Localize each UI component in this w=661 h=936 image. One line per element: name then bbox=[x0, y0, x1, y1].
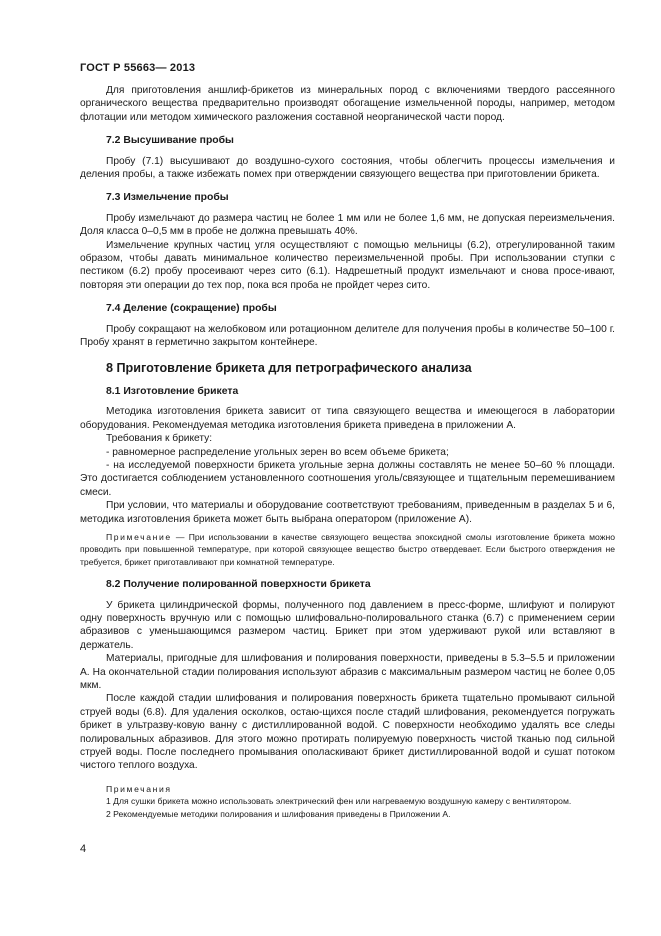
paragraph: Для приготовления аншлиф-брикетов из минеральных пород с включениями твердого рассеянного органического вещества предварительно производят обогащение измельченной породы, например, методом флотации или методом химического разложения составной неорганической части пород. bbox=[80, 85, 615, 123]
chapter-heading-8: 8 Приготовление брикета для петрографического анализа bbox=[106, 360, 472, 375]
section-heading-8-1: 8.1 Изготовление брикета bbox=[106, 385, 239, 397]
paragraph: Пробу сокращают на желобковом или ротационном делителе для получения пробы в количестве 50–100 г. Пробу хранят в герметично закрытом контейнере. bbox=[80, 323, 615, 349]
note-item: 1 Для сушки брикета можно использовать электрический фен или нагреваемую воздушную камеру с вентилятором. bbox=[106, 796, 572, 807]
document-header: ГОСТ Р 55663— 2013 bbox=[80, 62, 196, 74]
section-heading-7-2: 7.2 Высушивание пробы bbox=[106, 135, 234, 147]
paragraph: Требования к брикету: bbox=[106, 433, 213, 445]
paragraph: У брикета цилиндрической формы, полученного под давлением в пресс-форме, шлифуют и полируют одну поверхность вручную или с помощью шлифовально-полировального станка (6.7) с применением серии абразивов с уменьшающимся размером частиц. Брикет при этом удерживают рукой или вставляют в держатель. bbox=[80, 599, 615, 651]
notes-title: Примечания bbox=[106, 783, 172, 794]
list-item: - на исследуемой поверхности брикета угольные зерна должны составлять не менее 50–60 % площади. Это достигается соблюдением установленного соотношения уголь/связующее и тщательным перемешиванием смеси. bbox=[80, 459, 615, 498]
section-heading-7-3: 7.3 Измельчение пробы bbox=[106, 192, 229, 204]
paragraph: Материалы, пригодные для шлифования и полирования поверхности, приведены в 5.3–5.5 и приложении А. На окончательной стадии полирования используют абразив с максимальным размером частиц не более 0,05 мкм. bbox=[80, 653, 615, 692]
paragraph: Пробу (7.1) высушивают до воздушно-сухого состояния, чтобы облегчить процессы измельчения и деления пробы, а также избежать помех при отверждении связующего вещества при приготовлении брикета. bbox=[80, 155, 615, 181]
list-item: - равномерное распределение угольных зерен во всем объеме брикета; bbox=[106, 446, 449, 458]
section-heading-8-2: 8.2 Получение полированной поверхности брикета bbox=[106, 579, 371, 591]
note-item: 2 Рекомендуемые методики полирования и шлифования приведены в Приложении А. bbox=[106, 808, 451, 819]
page-body bbox=[80, 84, 615, 820]
paragraph: Пробу измельчают до размера частиц не более 1 мм или не более 1,6 мм, не допуская переизмельчения. Доля класса 0–0,5 мм в пробе не должна превышать 40%. bbox=[80, 212, 615, 238]
paragraph: При условии, что материалы и оборудование соответствуют требованиям, приведенным в разделах 5 и 6, методика изготовления брикета может быть выбрана оператором (приложение А). bbox=[80, 500, 615, 525]
page-number: 4 bbox=[80, 843, 87, 855]
paragraph: Методика изготовления брикета зависит от типа связующего вещества и имеющегося в лаборатории оборудования. Рекомендуемая методика изготовления брикета приведена в приложении А. bbox=[80, 406, 615, 431]
paragraph: После каждой стадии шлифования и полирования поверхность брикета тщательно промывают сильной струей воды (6.8). Для удаления осколков, остаю-щихся после стадий шлифования, рекомендуется погружать брикет в ультразву-ковую ванну с дистиллированной водой. С поверхности необходимо удалять все следы полировальных абразивов. Для этого можно протирать полируемую поверхность чистой тканью под сильной струей воды. После последнего промывания ополаскивают брикет дистиллированной водой и сушат потоком чистого теплого воздуха. bbox=[80, 693, 615, 772]
note-text: — При использовании в качестве связующего вещества эпоксидной смолы изготовление брикета можно проводить при повышенной температуре, при которой связующее вещество быстро отвердевает. Если быстрого отверждения не требуется, брикет приготавливают при комнатной температуре. bbox=[80, 531, 615, 567]
section-heading-7-4: 7.4 Деление (сокращение) пробы bbox=[106, 303, 277, 315]
paragraph: Измельчение крупных частиц угля осуществляют с помощью мельницы (6.2), отрегулированной таким образом, чтобы давать минимальное количество переизмельченной пробы. При использовании ступки с пестиком (6.2) пробу просеивают через сито (6.1). Надрешетный продукт измельчают и снова просе-ивают, повторяя эти операции до тех пор, пока вся проба не пройдет через сито. bbox=[80, 239, 615, 291]
note-label: Примечание bbox=[106, 531, 172, 542]
note bbox=[80, 531, 615, 568]
